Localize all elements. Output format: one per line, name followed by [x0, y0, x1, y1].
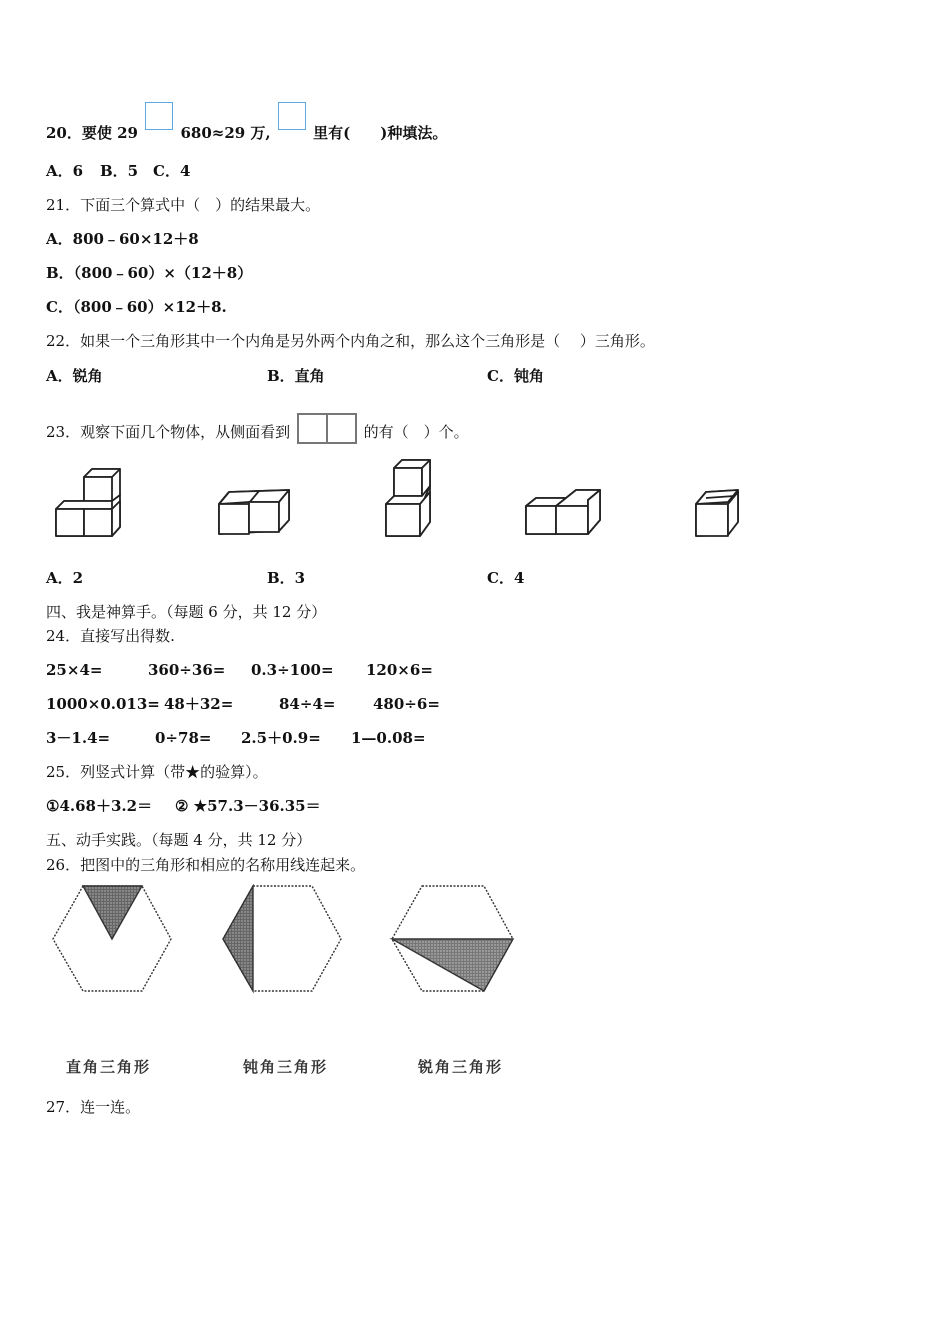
cube-figure-2: [213, 486, 295, 541]
cube-figure-3: [382, 456, 438, 542]
q24-item: 360÷36=: [148, 661, 226, 679]
q23-option-a[interactable]: A．2: [46, 569, 84, 587]
cube-figure-5: [690, 486, 745, 541]
q25-item-1: ①4.68＋3.2＝: [46, 797, 153, 815]
q24-item: 48＋32=: [164, 695, 234, 713]
q20-number: 20．: [46, 124, 82, 142]
q21-option-c[interactable]: C．（800﹣60）×12＋8.: [46, 298, 227, 316]
q21-option-a[interactable]: A．800﹣60×12＋8: [46, 230, 199, 248]
q24-item: 0÷78=: [155, 729, 212, 747]
cube-figure-1: [50, 465, 125, 540]
label-acute-triangle[interactable]: 锐角三角形: [418, 1058, 504, 1076]
q23-option-b[interactable]: B．3: [267, 569, 306, 587]
q21-question: 21．下面三个算式中（ ）的结果最大。: [46, 196, 321, 214]
q20-mid: 680≈29 万,: [180, 124, 271, 142]
q24-item: 1—0.08=: [351, 729, 426, 747]
q24-item: 1000×0.013=: [46, 695, 160, 713]
q21-option-b[interactable]: B．（800﹣60）×（12＋8）: [46, 264, 253, 282]
two-square-side-view-icon: [297, 413, 357, 445]
q20-post: 里有(: [313, 124, 351, 142]
q20-blank-box-1[interactable]: [145, 102, 173, 130]
cube-figure-4: [522, 486, 604, 541]
q20-blank-box-2[interactable]: [278, 102, 306, 130]
q24-item: 0.3÷100=: [251, 661, 334, 679]
hexagon-right-triangle-figure: [50, 884, 175, 994]
q23-pre: 23．观察下面几个物体，从侧面看到: [46, 423, 291, 441]
q23-option-c[interactable]: C．4: [487, 569, 525, 587]
q27-question: 27．连一连。: [46, 1098, 141, 1116]
label-obtuse-triangle[interactable]: 钝角三角形: [243, 1058, 329, 1076]
section-4-title: 四、我是神算手。（每题 6 分，共 12 分）: [46, 603, 327, 621]
q22-option-a[interactable]: A．锐角: [46, 367, 103, 385]
q24-item: 120×6=: [366, 661, 433, 679]
q26-question: 26．把图中的三角形和相应的名称用线连起来。: [46, 856, 366, 874]
q22-option-b[interactable]: B．直角: [267, 367, 325, 385]
q20-option-a[interactable]: A．6: [46, 162, 84, 180]
q22-option-c[interactable]: C．钝角: [487, 367, 544, 385]
q23-line: [46, 413, 469, 445]
q24-question: 24．直接写出得数.: [46, 627, 175, 645]
q22-question: 22．如果一个三角形其中一个内角是另外两个内角之和，那么这个三角形是（ ）三角形。: [46, 332, 655, 350]
q25-question: 25．列竖式计算（带★的验算）。: [46, 763, 268, 781]
q20-option-c[interactable]: C．4: [153, 162, 191, 180]
q20-pre: 要使 29: [81, 124, 138, 142]
q24-item: 2.5＋0.9=: [241, 729, 321, 747]
hexagon-obtuse-triangle-figure: [220, 884, 345, 994]
label-right-triangle[interactable]: 直角三角形: [66, 1058, 152, 1076]
q24-item: 3－1.4=: [46, 729, 111, 747]
q20-option-b[interactable]: B．5: [100, 162, 139, 180]
q23-post: 的有（ ）个。: [363, 423, 469, 441]
hexagon-acute-triangle-figure: [389, 884, 517, 994]
q25-item-2: ② ★57.3－36.35＝: [175, 797, 321, 815]
q20-end: )种填法。: [380, 124, 448, 142]
section-5-title: 五、动手实践。（每题 4 分，共 12 分）: [46, 831, 312, 849]
q24-item: 25×4=: [46, 661, 103, 679]
q24-item: 84÷4=: [279, 695, 336, 713]
q20-line: [46, 114, 447, 143]
q24-item: 480÷6=: [373, 695, 440, 713]
